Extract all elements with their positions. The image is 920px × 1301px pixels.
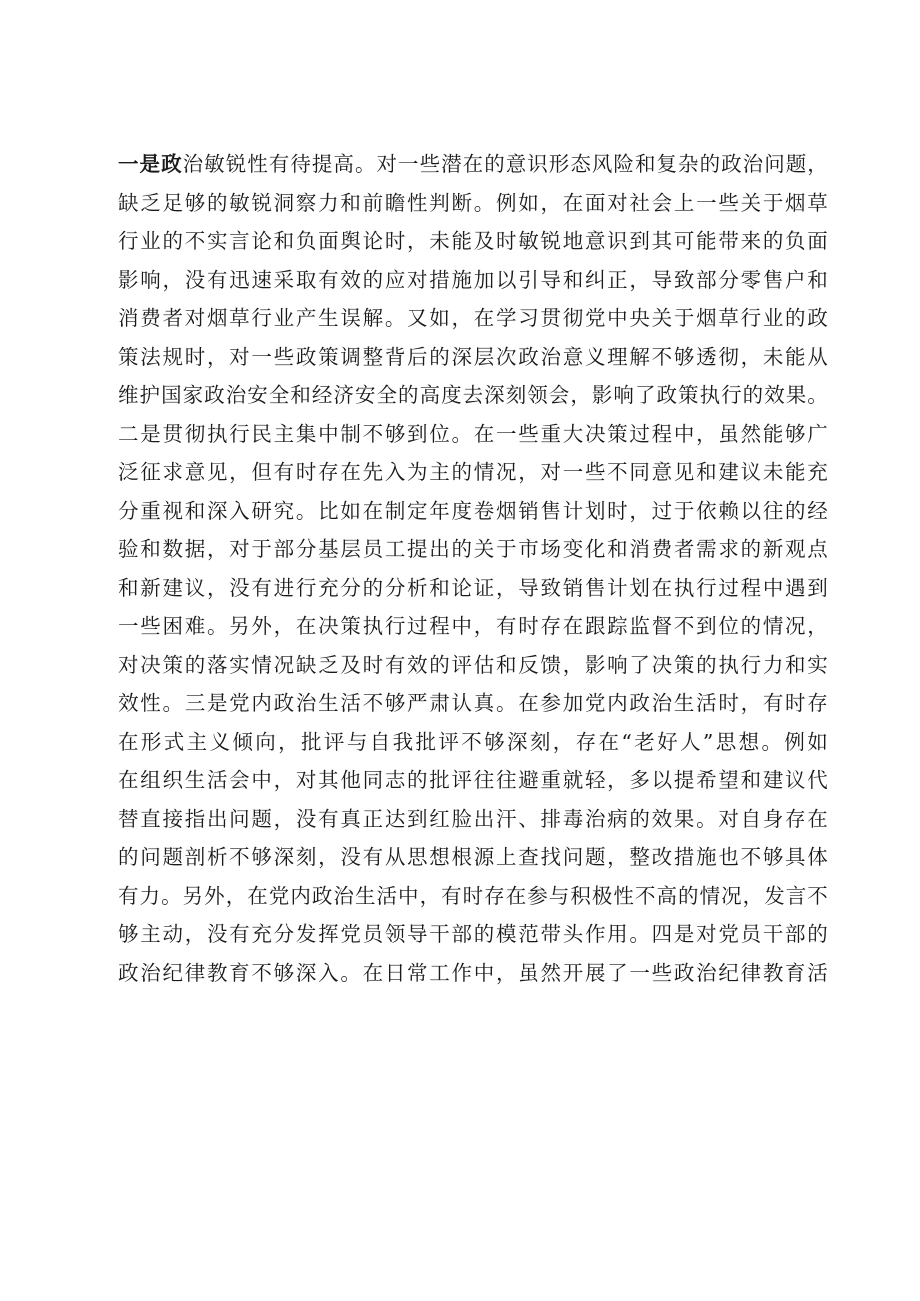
text-line: 一些困难。另外，在决策执行过程中，有时存在跟踪监督不到位的情况， [118,614,828,638]
text-line: 替直接指出问题，没有真正达到红脸出汗、排毒治病的效果。对自身存在 [118,806,828,831]
text-line: 验和数据，对于部分基层员工提出的关于市场变化和消费者需求的新观点 [118,537,828,561]
text-line: 影响，没有迅速采取有效的应对措施加以引导和纠正，导致部分零售户和 [118,267,828,292]
text-line [118,145,828,184]
text-line: 在形式主义倾向，批评与自我批评不够深刻，存在“老好人”思想。例如 [118,729,828,754]
text-line: 策法规时，对一些政策调整背后的深层次政治意义理解不够透彻，未能从 [118,344,828,369]
body-text [118,145,828,992]
text-line: 消费者对烟草行业产生误解。又如，在学习贯彻党中央关于烟草行业的政 [118,306,828,330]
text-line: 和新建议，没有进行充分的分析和论证，导致销售计划在执行过程中遇到 [118,575,828,600]
text-line: 泛征求意见，但有时存在先入为主的情况，对一些不同意见和建议未能充 [118,460,828,484]
text-line: 二是贯彻执行民主集中制不够到位。在一些重大决策过程中，虽然能够广 [118,421,828,446]
text-line: 行业的不实言论和负面舆论时，未能及时敏锐地意识到其可能带来的负面 [118,229,828,253]
text-line: 缺乏足够的敏锐洞察力和前瞻性判断。例如，在面对社会上一些关于烟草 [118,190,828,215]
text-line: 对决策的落实情况缺乏及时有效的评估和反馈，影响了决策的执行力和实 [118,652,828,677]
text-line: 够主动，没有充分发挥党员领导干部的模范带头作用。四是对党员干部的 [118,922,828,946]
text-line: 分重视和深入研究。比如在制定年度卷烟销售计划时，过于依赖以往的经 [118,498,828,523]
lead-bold-text: 一是政 [118,152,183,176]
text-line: 有力。另外，在党内政治生活中，有时存在参与积极性不高的情况，发言不 [118,883,828,908]
text-line: 效性。三是党内政治生活不够严肃认真。在参加党内政治生活时，有时存 [118,691,828,715]
text-line: 的问题剖析不够深刻，没有从思想根源上查找问题，整改措施也不够具体 [118,845,828,869]
text-line-content: 治敏锐性有待提高。对一些潜在的意识形态风险和复杂的政治问题， [182,152,828,176]
text-line: 政治纪律教育不够深入。在日常工作中，虽然开展了一些政治纪律教育活 [118,960,828,985]
text-line: 维护国家政治安全和经济安全的高度去深刻领会，影响了政策执行的效果。 [118,383,828,407]
text-line: 在组织生活会中，对其他同志的批评往往避重就轻，多以提希望和建议代 [118,768,828,792]
